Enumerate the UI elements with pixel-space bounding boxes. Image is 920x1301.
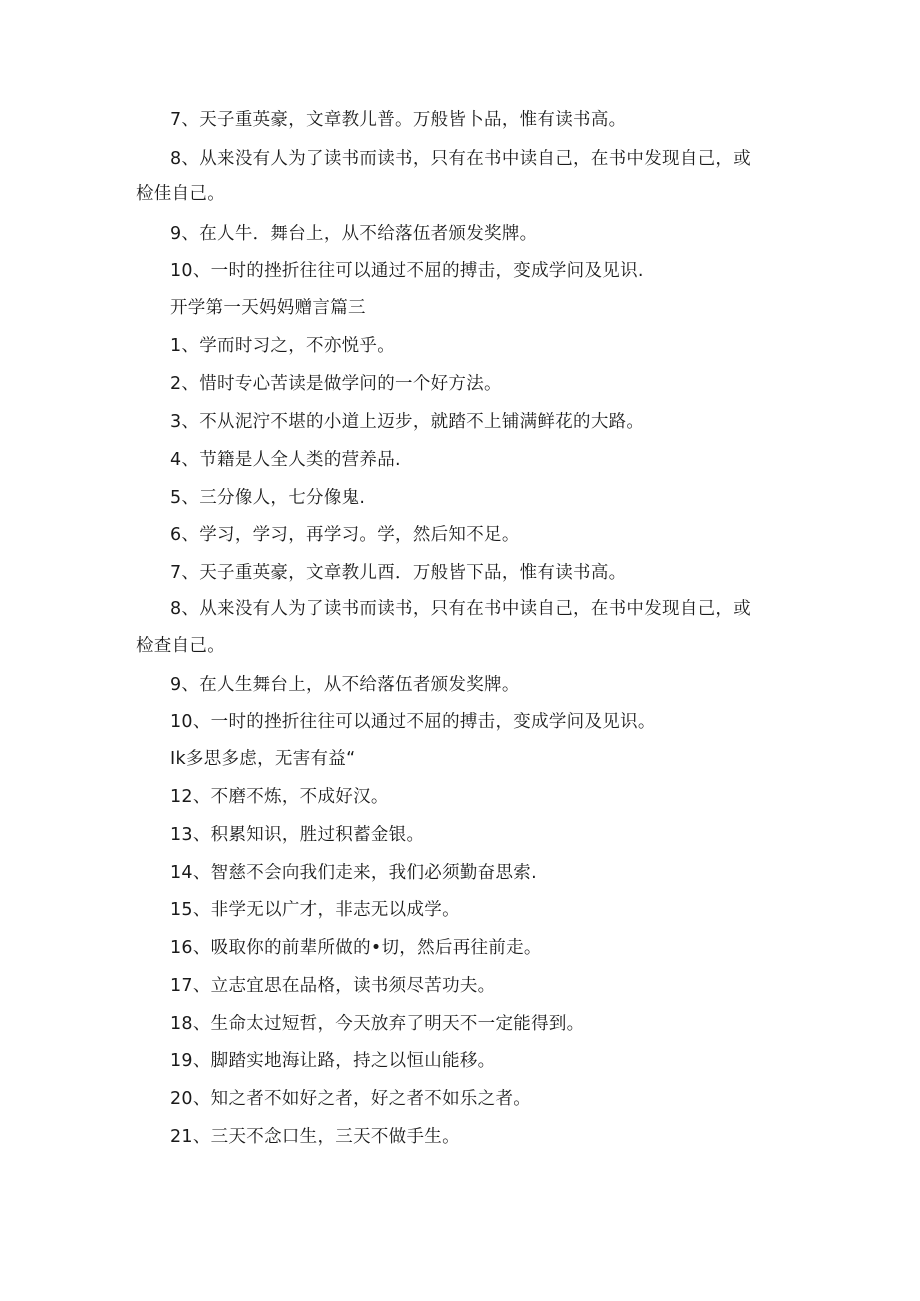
text-line: 16、吸取你的前辈所做的•切，然后再往前走。 [170, 938, 542, 958]
text-line: 9、在人牛．舞台上，从不给落伍者颁发奖牌。 [170, 224, 538, 244]
text-line: 17、立志宜思在品格，读书须尽苦功夫。 [170, 976, 496, 996]
text-line: 19、脚踏实地海让路，持之以恒山能移。 [170, 1051, 496, 1071]
text-line: 8、从来没有人为了读书而读书，只有在书中读自己，在书中发现自己，或 [170, 149, 752, 169]
text-line: 5、三分像人，七分像鬼. [170, 488, 366, 508]
text-line: 2、惜时专心苦读是做学问的一个好方法。 [170, 374, 502, 394]
text-line: 3、不从泥泞不堪的小道上迈步，就踏不上铺满鲜花的大路。 [170, 412, 645, 432]
text-line: 检佳自己。 [136, 184, 225, 204]
text-line: 4、节籍是人全人类的营养品. [170, 450, 401, 470]
text-line: 21、三天不念口生，三天不做手生。 [170, 1127, 460, 1147]
text-line: 14、智慈不会向我们走来，我们必须勤奋思索. [170, 863, 537, 883]
text-line: 12、不磨不炼，不成好汉。 [170, 787, 389, 807]
text-line: Ik多思多虑，无害有益“ [170, 749, 356, 769]
text-line: 10、一时的挫折往往可以通过不屈的搏击，变成学问及见识. [170, 261, 644, 281]
text-line: 9、在人生舞台上，从不给落伍者颁发奖牌。 [170, 675, 520, 695]
text-line: 8、从来没有人为了读书而读书，只有在书中读自己，在书中发现自己，或 [170, 599, 752, 619]
text-line: 20、知之者不如好之者，好之者不如乐之者。 [170, 1089, 532, 1109]
text-line: 检查自己。 [136, 636, 225, 656]
text-line: 7、天子重英豪，文章教儿酉．万般皆下品，惟有读书高。 [170, 563, 627, 583]
text-line: 7、天子重英豪，文章教儿普。万般皆卜品，惟有读书高。 [170, 110, 627, 130]
text-line: 1、学而时习之，不亦悦乎。 [170, 336, 396, 356]
text-line: 15、非学无以广才，非志无以成学。 [170, 900, 460, 920]
text-line: 6、学习，学习，再学习。学，然后知不足。 [170, 525, 520, 545]
text-line: 18、生命太过短哲，今天放弃了明天不一定能得到。 [170, 1014, 585, 1034]
text-line: 10、一时的挫折往往可以通过不屈的搏击，变成学问及见识。 [170, 712, 656, 732]
text-line: 13、积累知识，胜过积蓄金银。 [170, 825, 425, 845]
section-heading: 开学第一天妈妈赠言篇三 [170, 298, 366, 318]
